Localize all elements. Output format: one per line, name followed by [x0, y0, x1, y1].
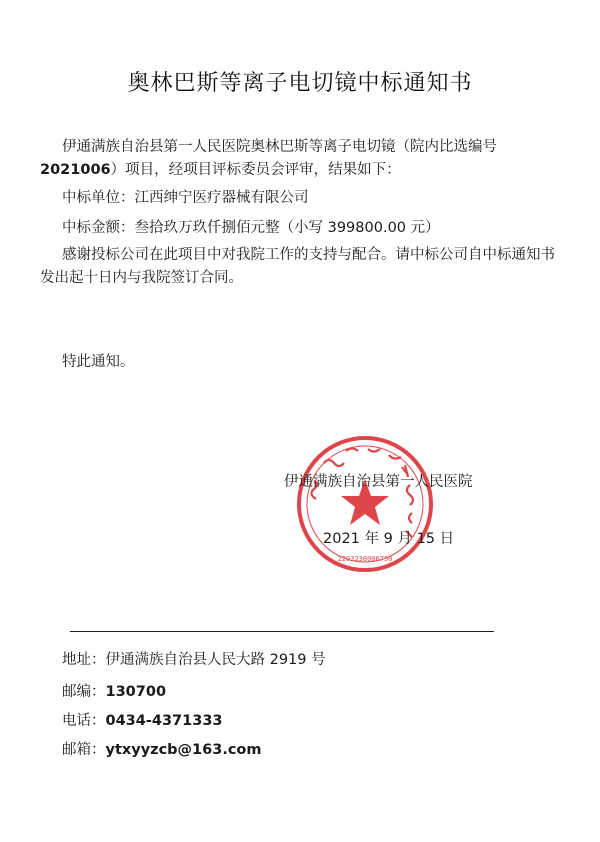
amount-line	[62, 216, 440, 237]
intro-paragraph	[40, 136, 560, 182]
contact-email	[62, 738, 262, 759]
address-label: 地址：	[62, 652, 106, 668]
signer-name: 伊通满族自治县第一人民医院	[284, 474, 473, 490]
email-label: 邮箱：	[62, 742, 106, 758]
intro-text-part2: ）项目，经项目评标委员会评审，结果如下：	[110, 162, 401, 178]
winner-label: 中标单位：	[62, 190, 135, 206]
date-year: 2021	[323, 531, 360, 547]
contact-phone	[62, 709, 223, 730]
special-notice: 特此通知。	[62, 354, 135, 370]
seal-serial: 2203230006750	[337, 555, 393, 563]
email-value: ytxyyzcb@163.com	[105, 742, 262, 758]
official-seal	[294, 433, 436, 575]
date-day: 15	[416, 531, 436, 547]
issue-date	[323, 527, 454, 548]
phone-value: 0434-4371333	[105, 713, 223, 729]
amount-value: 叁拾玖万玖仟捌佰元整（小写 399800.00 元）	[134, 220, 440, 236]
document-title: 奥林巴斯等离子电切镜中标通知书	[127, 71, 473, 96]
address-value: 伊通满族自治县人民大路 2919 号	[105, 652, 326, 668]
footer-divider	[70, 631, 494, 632]
contact-zip	[62, 680, 166, 701]
winner-line	[62, 186, 309, 207]
date-day-unit: 日	[439, 531, 455, 547]
date-month: 9	[383, 531, 393, 547]
bid-code: 2021006	[40, 162, 111, 178]
thanks-paragraph: 感谢投标公司在此项目中对我院工作的支持与配合。请中标公司自中标通知书发出起十日内与我院签订合同。	[40, 247, 555, 286]
date-month-unit: 月	[397, 531, 412, 547]
date-year-unit: 年	[364, 531, 380, 547]
winner-value: 江西绅宁医疗器械有限公司	[134, 190, 309, 206]
amount-label: 中标金额：	[62, 220, 135, 236]
zip-value: 130700	[105, 684, 167, 700]
contact-address	[62, 648, 326, 669]
intro-text-part1: 伊通满族自治县第一人民医院奥林巴斯等离子电切镜（院内比选编号	[62, 139, 497, 155]
zip-label: 邮编：	[62, 684, 106, 700]
phone-label: 电话：	[62, 713, 106, 729]
